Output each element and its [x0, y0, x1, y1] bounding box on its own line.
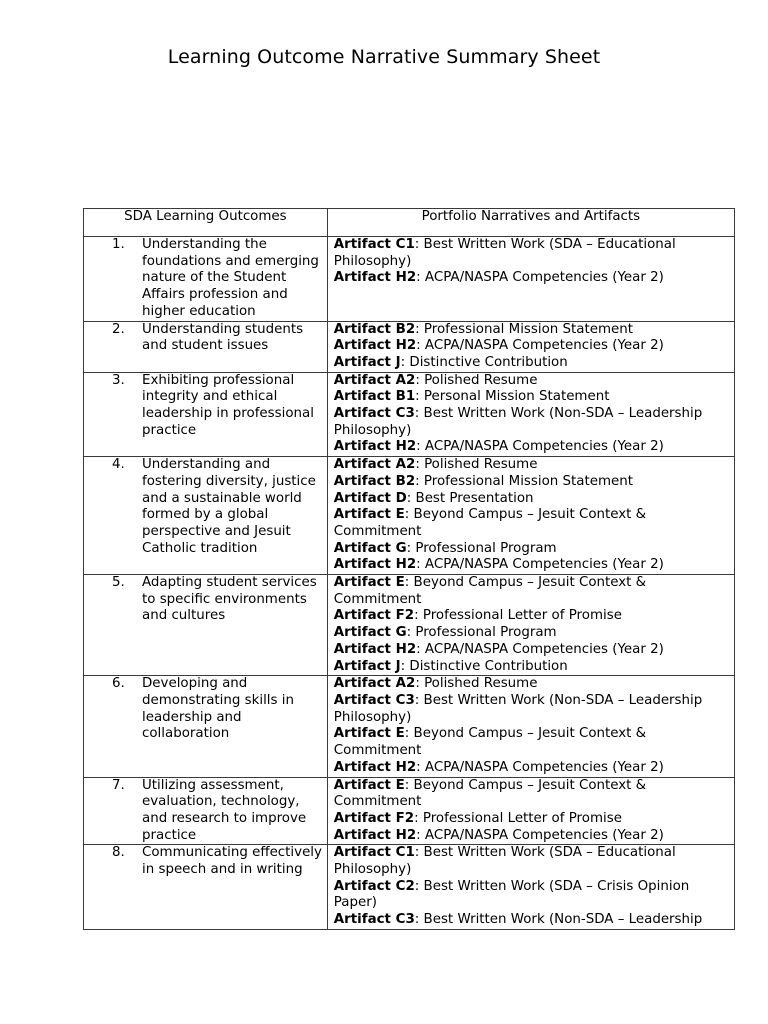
artifact-entry: [334, 270, 734, 287]
outcome-number: 8.: [112, 845, 125, 861]
outcome-cell: [84, 237, 328, 322]
outcome-cell: [84, 845, 328, 930]
artifact-label: Artifact A2: [333, 676, 416, 692]
artifact-entry: [334, 760, 734, 777]
artifacts-cell: [327, 321, 734, 372]
artifact-description: : Polished Resume: [415, 372, 538, 388]
artifact-description: : Professional Mission Statement: [415, 321, 634, 337]
artifact-entry: [334, 778, 734, 811]
table-row: [84, 372, 735, 457]
table-row: [84, 457, 735, 575]
artifact-label: Artifact B2: [333, 321, 416, 337]
outcome-text: Utilizing assessment, evaluation, technology, and research to improve practice: [142, 777, 307, 843]
artifact-entry: [334, 457, 734, 474]
artifact-entry: [334, 322, 734, 339]
artifact-entry: [334, 726, 734, 759]
artifact-label: Artifact G: [333, 540, 407, 556]
artifact-description: : Best Written Work (SDA – Crisis Opinion Paper): [333, 878, 690, 911]
artifact-label: Artifact C1: [333, 845, 415, 861]
column-header-outcomes: SDA Learning Outcomes: [84, 209, 328, 237]
artifact-description: : Professional Mission Statement: [415, 473, 634, 489]
outcome-cell: [84, 676, 328, 777]
artifact-label: Artifact H2: [333, 557, 417, 573]
outcome-cell: [84, 777, 328, 845]
artifact-description: : Professional Program: [406, 625, 557, 641]
artifact-label: Artifact E: [333, 777, 405, 793]
artifact-description: : ACPA/NASPA Competencies (Year 2): [416, 827, 664, 843]
artifact-description: : Professional Program: [406, 540, 557, 556]
artifact-description: : ACPA/NASPA Competencies (Year 2): [416, 557, 664, 573]
artifacts-cell: [327, 237, 734, 322]
artifacts-cell: [327, 845, 734, 930]
artifact-description: : Beyond Campus – Jesuit Context & Commitment: [333, 575, 647, 607]
artifact-entry: [334, 879, 734, 912]
outcome-text: Understanding and fostering diversity, justice and a sustainable world formed by a global perspective and Jesuit Catholic tradition: [142, 457, 316, 556]
artifact-entry: [334, 659, 734, 676]
artifact-entry: [334, 338, 734, 355]
artifact-description: : Professional Letter of Promise: [414, 608, 622, 624]
artifact-entry: [334, 439, 734, 456]
artifact-label: Artifact H2: [333, 827, 417, 843]
artifact-description: : Best Written Work (Non-SDA – Leadership Philosophy): [333, 692, 703, 725]
outcome-number: 1.: [112, 237, 125, 252]
artifact-entry: [334, 491, 734, 508]
artifact-description: : Best Written Work (Non-SDA – Leadership: [414, 912, 703, 928]
outcome-text: Developing and demonstrating skills in leadership and collaboration: [142, 676, 294, 742]
outcome-text: Understanding students and student issues: [142, 321, 304, 354]
artifact-entry: [334, 608, 734, 625]
artifact-description: : ACPA/NASPA Competencies (Year 2): [416, 759, 664, 775]
artifact-entry: [334, 693, 734, 726]
artifact-label: Artifact E: [333, 575, 405, 591]
artifact-label: Artifact H2: [333, 270, 417, 286]
artifacts-cell: [327, 372, 734, 457]
outcome-text: Understanding the foundations and emerging nature of the Student Affairs profession and higher education: [142, 237, 319, 319]
artifact-description: : ACPA/NASPA Competencies (Year 2): [416, 270, 664, 286]
artifact-description: : Personal Mission Statement: [415, 389, 610, 405]
artifact-entry: [334, 625, 734, 642]
artifact-entry: [334, 389, 734, 406]
table-row: [84, 777, 735, 845]
outcome-cell: [84, 457, 328, 575]
artifact-label: Artifact F2: [333, 608, 415, 624]
outcome-cell: [84, 321, 328, 372]
artifact-label: Artifact B1: [333, 389, 416, 405]
artifacts-cell: [327, 575, 734, 676]
artifact-description: : Beyond Campus – Jesuit Context & Commitment: [333, 726, 647, 759]
table-row: [84, 845, 735, 930]
artifact-label: Artifact C3: [333, 912, 415, 928]
artifact-entry: [334, 642, 734, 659]
artifact-entry: [334, 557, 734, 574]
artifact-entry: [334, 828, 734, 845]
artifact-entry: [334, 406, 734, 439]
artifact-entry: [334, 237, 734, 270]
artifact-label: Artifact H2: [333, 759, 417, 775]
artifacts-cell: [327, 777, 734, 845]
artifacts-cell: [327, 457, 734, 575]
artifact-entry: [334, 912, 734, 929]
table-row: [84, 321, 735, 372]
table-row: [84, 237, 735, 322]
outcome-number: 2.: [112, 321, 125, 337]
artifact-description: : ACPA/NASPA Competencies (Year 2): [416, 338, 664, 354]
outcome-number: 7.: [112, 777, 125, 793]
artifact-description: : Best Written Work (SDA – Educational Philosophy): [333, 237, 676, 269]
artifact-description: : Best Presentation: [406, 490, 534, 506]
artifact-entry: [334, 474, 734, 491]
outcome-number: 4.: [112, 457, 125, 473]
artifact-label: Artifact F2: [333, 810, 415, 826]
artifact-description: : Polished Resume: [415, 457, 538, 473]
outcome-text: Communicating effectively in speech and in writing: [142, 845, 322, 878]
artifact-label: Artifact H2: [333, 641, 417, 657]
outcome-cell: [84, 372, 328, 457]
artifact-label: Artifact A2: [333, 457, 416, 473]
artifact-label: Artifact C3: [333, 406, 415, 422]
artifact-label: Artifact J: [333, 354, 401, 370]
artifact-entry: [334, 811, 734, 828]
artifact-label: Artifact C2: [333, 878, 415, 894]
artifact-label: Artifact B2: [333, 473, 416, 489]
artifact-label: Artifact H2: [333, 338, 417, 354]
artifact-description: : Distinctive Contribution: [400, 658, 568, 674]
artifact-entry: [334, 575, 734, 608]
artifact-label: Artifact C3: [333, 692, 415, 708]
artifact-label: Artifact E: [333, 726, 405, 742]
outcome-number: 5.: [112, 575, 125, 591]
table-row: [84, 575, 735, 676]
artifact-label: Artifact J: [333, 658, 401, 674]
artifact-description: : Best Written Work (SDA – Educational Philosophy): [333, 845, 676, 878]
artifact-entry: [334, 355, 734, 372]
table-row: [84, 676, 735, 777]
artifact-description: : Distinctive Contribution: [400, 354, 568, 370]
artifact-description: : ACPA/NASPA Competencies (Year 2): [416, 641, 664, 657]
artifact-description: : ACPA/NASPA Competencies (Year 2): [416, 439, 664, 455]
outcome-number: 6.: [112, 676, 125, 692]
outcome-cell: [84, 575, 328, 676]
table-header-row: [84, 209, 735, 237]
artifact-entry: [334, 373, 734, 390]
artifact-label: Artifact C1: [333, 237, 415, 252]
artifact-label: Artifact A2: [333, 372, 416, 388]
artifact-entry: [334, 845, 734, 878]
artifact-description: : Beyond Campus – Jesuit Context & Commitment: [333, 507, 647, 539]
artifact-entry: [334, 541, 734, 558]
page-title: Learning Outcome Narrative Summary Sheet: [167, 46, 601, 68]
artifact-description: : Professional Letter of Promise: [414, 810, 622, 826]
artifact-label: Artifact H2: [333, 439, 417, 455]
artifact-entry: [334, 507, 734, 540]
artifact-label: Artifact E: [333, 507, 405, 523]
artifact-description: : Best Written Work (Non-SDA – Leadership Philosophy): [333, 406, 703, 438]
artifact-entry: [334, 676, 734, 693]
artifact-description: : Beyond Campus – Jesuit Context & Commitment: [333, 777, 647, 810]
outcome-number: 3.: [112, 372, 125, 388]
artifact-label: Artifact D: [333, 490, 407, 506]
artifact-label: Artifact G: [333, 625, 407, 641]
outcomes-table: [83, 208, 735, 930]
column-header-artifacts: Portfolio Narratives and Artifacts: [327, 209, 734, 237]
artifacts-cell: [327, 676, 734, 777]
outcome-text: Exhibiting professional integrity and ethical leadership in professional practice: [142, 372, 314, 438]
artifact-description: : Polished Resume: [415, 676, 538, 692]
outcome-text: Adapting student services to specific environments and cultures: [142, 575, 317, 624]
